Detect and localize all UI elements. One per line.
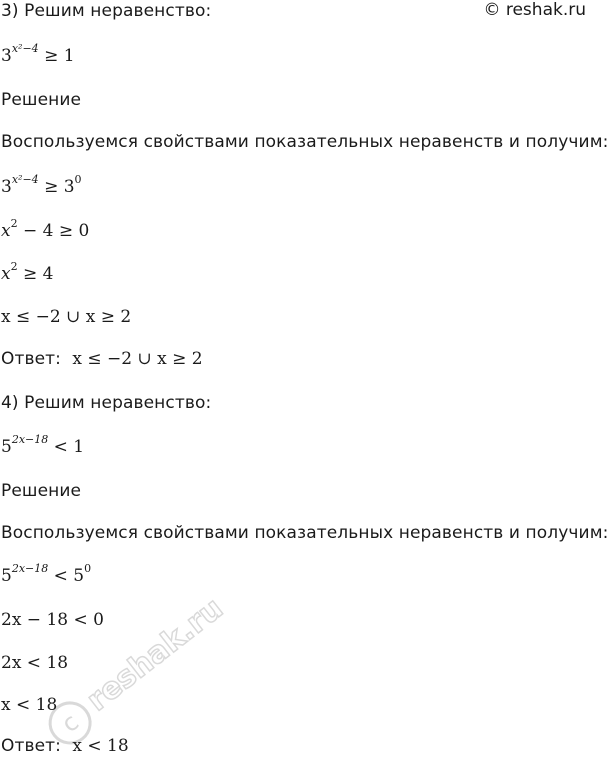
step-exponent: 2x−18 — [11, 562, 49, 576]
statement-base: 5 — [1, 437, 12, 457]
statement-rest: < 1 — [48, 437, 85, 457]
problem4-answer — [1, 735, 129, 757]
problem4-step2: 2x − 18 < 0 — [1, 610, 104, 630]
step-lhs: x — [1, 264, 11, 284]
statement-exponent: 2x−18 — [11, 433, 49, 447]
answer-value: x ≤ −2 ∪ x ≥ 2 — [72, 349, 203, 369]
problem3-solution-label: Решение — [1, 90, 82, 110]
problem4-statement — [1, 433, 85, 458]
step-base: 5 — [1, 566, 12, 586]
problem3-header: 3) Решим неравенство: — [1, 1, 212, 21]
answer-value: x < 18 — [72, 736, 129, 756]
problem3-step1 — [1, 173, 82, 198]
answer-label: Ответ: — [1, 736, 61, 756]
step-exponent: 2 — [10, 260, 18, 274]
problem4-step1 — [1, 562, 92, 587]
watermark-top: © reshak.ru — [483, 0, 586, 20]
step-exponent: x²−4 — [11, 173, 39, 187]
answer-label: Ответ: — [1, 349, 61, 369]
step-mid: ≥ 3 — [38, 177, 75, 197]
reshak-watermark — [8, 590, 230, 752]
problem3-step2 — [1, 217, 90, 242]
step-rest: ≥ 4 — [17, 264, 54, 284]
problem4-solution-label: Решение — [1, 481, 82, 501]
step-exponent2: 0 — [84, 562, 92, 576]
problem4-step4: x < 18 — [1, 695, 58, 715]
problem3-step3 — [1, 260, 54, 285]
step-rest: − 4 ≥ 0 — [17, 221, 90, 241]
watermark-diagonal-text: reshak.ru — [80, 590, 230, 719]
step-exponent2: 0 — [74, 173, 82, 187]
problem4-header: 4) Решим неравенство: — [1, 393, 212, 413]
statement-exponent: x²−4 — [11, 42, 39, 56]
problem3-step4: x ≤ −2 ∪ x ≥ 2 — [1, 307, 132, 327]
problem3-answer — [1, 348, 203, 370]
statement-base: 3 — [1, 46, 12, 66]
step-lhs: x — [1, 221, 11, 241]
problem3-statement — [1, 42, 75, 67]
problem4-step3: 2x < 18 — [1, 653, 69, 673]
problem3-intro: Воспользуемся свойствами показательных неравенств и получим: — [1, 132, 608, 152]
statement-rest: ≥ 1 — [38, 46, 75, 66]
step-base: 3 — [1, 177, 12, 197]
step-exponent: 2 — [10, 217, 18, 231]
step-mid: < 5 — [48, 566, 85, 586]
svg-text:c: c — [56, 707, 84, 739]
problem4-intro: Воспользуемся свойствами показательных неравенств и получим: — [1, 523, 608, 543]
